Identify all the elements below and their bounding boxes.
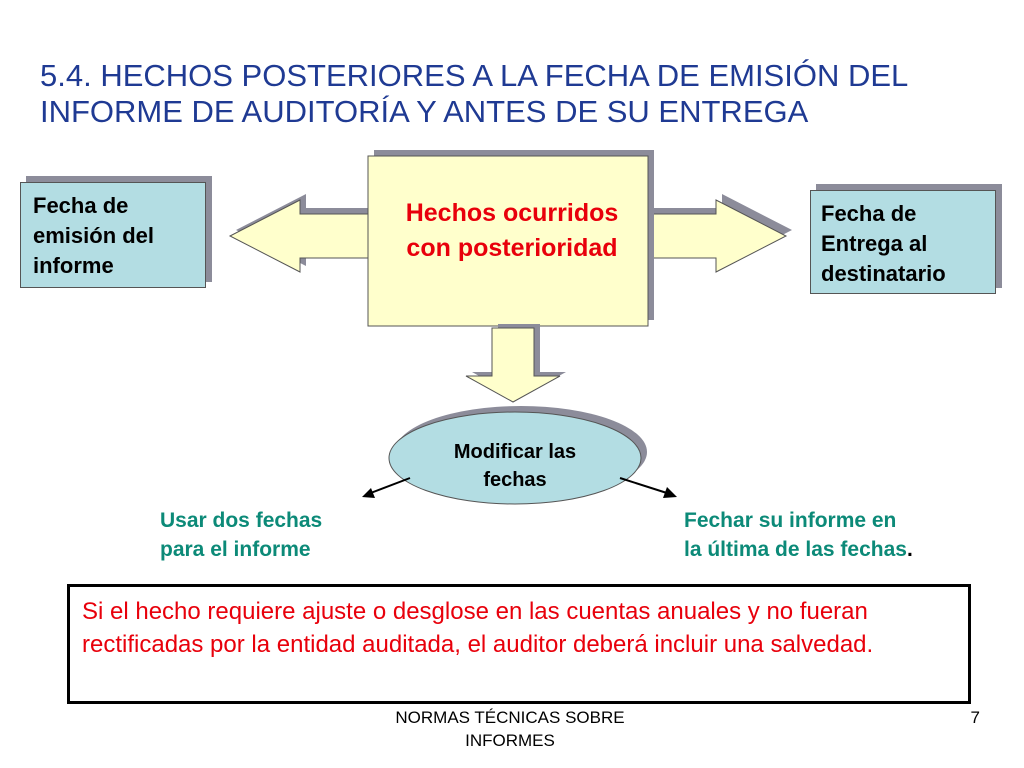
modify-dates-label	[400, 438, 630, 494]
last-date-option	[684, 506, 984, 564]
slide-title: 5.4. HECHOS POSTERIORES A LA FECHA DE EMISIÓN DEL INFORME DE AUDITORÍA Y ANTES DE SU ENTREGA	[40, 58, 908, 129]
branch-arrowhead-right	[663, 487, 677, 498]
last-date-period: .	[906, 538, 913, 561]
subsequent-events-label	[372, 196, 652, 266]
issue-date-line-2: emisión del	[33, 223, 155, 248]
delivery-date-box	[810, 190, 996, 294]
page-number: 7	[970, 708, 980, 727]
footer-label	[360, 706, 660, 752]
modify-dates-line-1: Modificar las	[453, 441, 577, 463]
two-dates-line-2: para el informe	[160, 538, 311, 561]
two-dates-option	[160, 506, 380, 564]
delivery-date-line-2: Entrega al	[821, 231, 928, 256]
modify-dates-line-2: fechas	[483, 469, 547, 491]
footer-line-2: INFORMES	[465, 731, 555, 750]
down-arrow	[466, 328, 560, 402]
subsequent-events-line-2: con posterioridad	[406, 234, 618, 262]
subsequent-events-line-1: Hechos ocurridos	[405, 199, 619, 227]
last-date-line-2	[684, 535, 984, 564]
last-date-line-2-text: la última de las fechas	[684, 538, 907, 561]
delivery-date-line-1: Fecha de	[821, 201, 917, 226]
two-dates-line-1: Usar dos fechas	[160, 509, 323, 532]
issue-date-line-1: Fecha de	[33, 193, 129, 218]
footer-line-1: NORMAS TÉCNICAS SOBRE	[395, 708, 625, 727]
last-date-line-1: Fechar su informe en	[684, 509, 897, 532]
issue-date-box	[20, 182, 206, 288]
issue-date-line-3: informe	[33, 253, 114, 278]
qualification-note: Si el hecho requiere ajuste o desglose en las cuentas anuales y no fueran rectificadas por la entidad auditada, el auditor deberá incluir una salvedad.	[67, 584, 971, 704]
delivery-date-line-3: destinatario	[821, 261, 946, 286]
